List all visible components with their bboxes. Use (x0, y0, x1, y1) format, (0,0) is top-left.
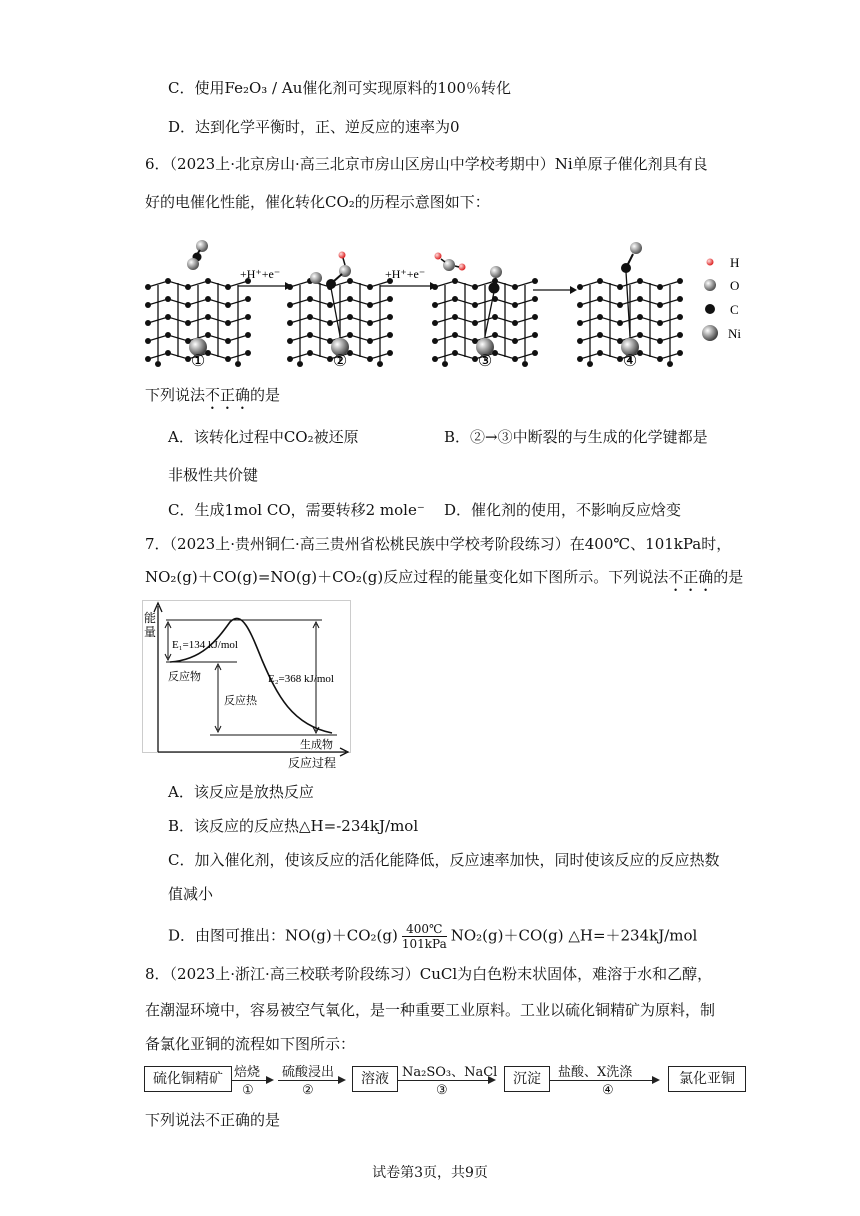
cond-temp: 400℃ (402, 922, 447, 937)
flow-box-cucl: 氯化亚铜 (668, 1066, 746, 1092)
arrow1-label: +H⁺+e⁻ (240, 267, 281, 281)
step-label-2: ② (332, 351, 348, 370)
q7-stem-line1: 7．（2023上·贵州铜仁·高三贵州省松桃民族中学校考阶段练习）在400℃、101kPa时， (145, 535, 732, 553)
page-footer: 试卷第3页，共9页 (372, 1165, 488, 1181)
q7-option-a: A．该反应是放热反应 (168, 783, 314, 801)
flow-arrow-1-bot: ① (242, 1083, 254, 1098)
flow-box-solution: 溶液 (352, 1066, 398, 1092)
step-label-4: ④ (622, 351, 638, 370)
q8-stem-line1: 8．（2023上·浙江·高三校联考阶段练习）CuCl为白色粉末状固体，难溶于水和乙醇， (145, 965, 713, 983)
q6-option-a: A．该转化过程中CO₂被还原 (168, 428, 359, 446)
reactant-label: 反应物 (168, 670, 201, 683)
q8-stem-line3: 备氯化亚铜的流程如下图所示： (145, 1035, 356, 1053)
step-label-3: ③ (477, 351, 493, 370)
product-label: 生成物 (300, 738, 333, 751)
ni-catalyst-diagram (140, 226, 760, 376)
flow-arrow-2-top: 硫酸浸出 (282, 1065, 335, 1080)
legend-c: C (730, 302, 739, 317)
flow-box-ore: 硫化铜精矿 (144, 1066, 232, 1092)
legend-o: O (730, 278, 740, 293)
flow-arrow-3-bot: ③ (436, 1083, 448, 1098)
e2-label: E₂=368 kJ/mol (268, 673, 334, 685)
q7-option-c: C．加入催化剂，使该反应的活化能降低，反应速率加快，同时使该反应的反应热数 (168, 851, 720, 869)
energy-axis-label: 能量 (144, 611, 157, 639)
e1-label: E₁=134 kJ/mol (172, 639, 238, 651)
q6-option-b: B．②→③中断裂的与生成的化学键都是 (444, 428, 708, 446)
q6-stem-line2: 好的电催化性能，催化转化CO₂的历程示意图如下： (145, 193, 490, 211)
flow-arrow-3-top: Na₂SO₃、NaCl (402, 1065, 498, 1080)
flow-arrow-1-top: 焙烧 (234, 1065, 261, 1080)
flow-arrow-2 (278, 1080, 344, 1081)
q6-stem-line1: 6．（2023上·北京房山·高三北京市房山区房山中学校考期中）Ni单原子催化剂具有良 (145, 155, 708, 173)
arrow2-label: +H⁺+e⁻ (385, 267, 426, 281)
step-label-1: ① (190, 351, 206, 370)
flow-arrow-4-top: 盐酸、X洗涤 (558, 1065, 633, 1080)
q5-option-c: C．使用Fe₂O₃ / Au催化剂可实现原料的100％转化 (168, 79, 511, 97)
process-axis-label: 反应过程 (288, 756, 337, 770)
flow-arrow-1 (232, 1080, 272, 1081)
q7-option-b: B．该反应的反应热△H=-234kJ/mol (168, 817, 419, 835)
q6-option-b-cont: 非极性共价键 (168, 466, 259, 484)
energy-diagram (142, 600, 362, 772)
q8-question: 下列说法不正确的是 (145, 1111, 281, 1129)
q6-option-d: D．催化剂的使用，不影响反应焓变 (444, 501, 682, 519)
flow-arrow-4 (550, 1080, 658, 1081)
q7-option-c-cont: 值减小 (168, 885, 214, 903)
cond-pressure: 101kPa (401, 937, 447, 951)
legend-ni: Ni (728, 326, 741, 341)
q5-option-d: D．达到化学平衡时，正、逆反应的速率为0 (168, 118, 460, 136)
q7-stem-line2: NO₂(g)＋CO(g)=NO(g)＋CO₂(g)反应过程的能量变化如下图所示。下列说法不正确的是 (145, 568, 744, 586)
flow-arrow-4-bot: ④ (602, 1083, 614, 1098)
q6-question: 下列说法不正确的是 (145, 386, 281, 404)
q8-stem-line2: 在潮湿环境中，容易被空气氧化，是一种重要工业原料。工业以硫化铜精矿为原料，制 (145, 1001, 716, 1019)
heat-label: 反应热 (224, 694, 257, 707)
flow-arrow-3 (398, 1080, 494, 1081)
flow-box-precipitate: 沉淀 (504, 1066, 550, 1092)
legend-h: H (730, 255, 740, 270)
q7-option-d: D．由图可推出：NO(g)＋CO₂(g) 400℃ 101kPa NO₂(g)＋CO(g) △H=＋234kJ/mol (168, 922, 698, 951)
flow-arrow-2-bot: ② (302, 1083, 314, 1098)
q6-option-c: C．生成1mol CO，需要转移2 mole⁻ (168, 501, 425, 519)
